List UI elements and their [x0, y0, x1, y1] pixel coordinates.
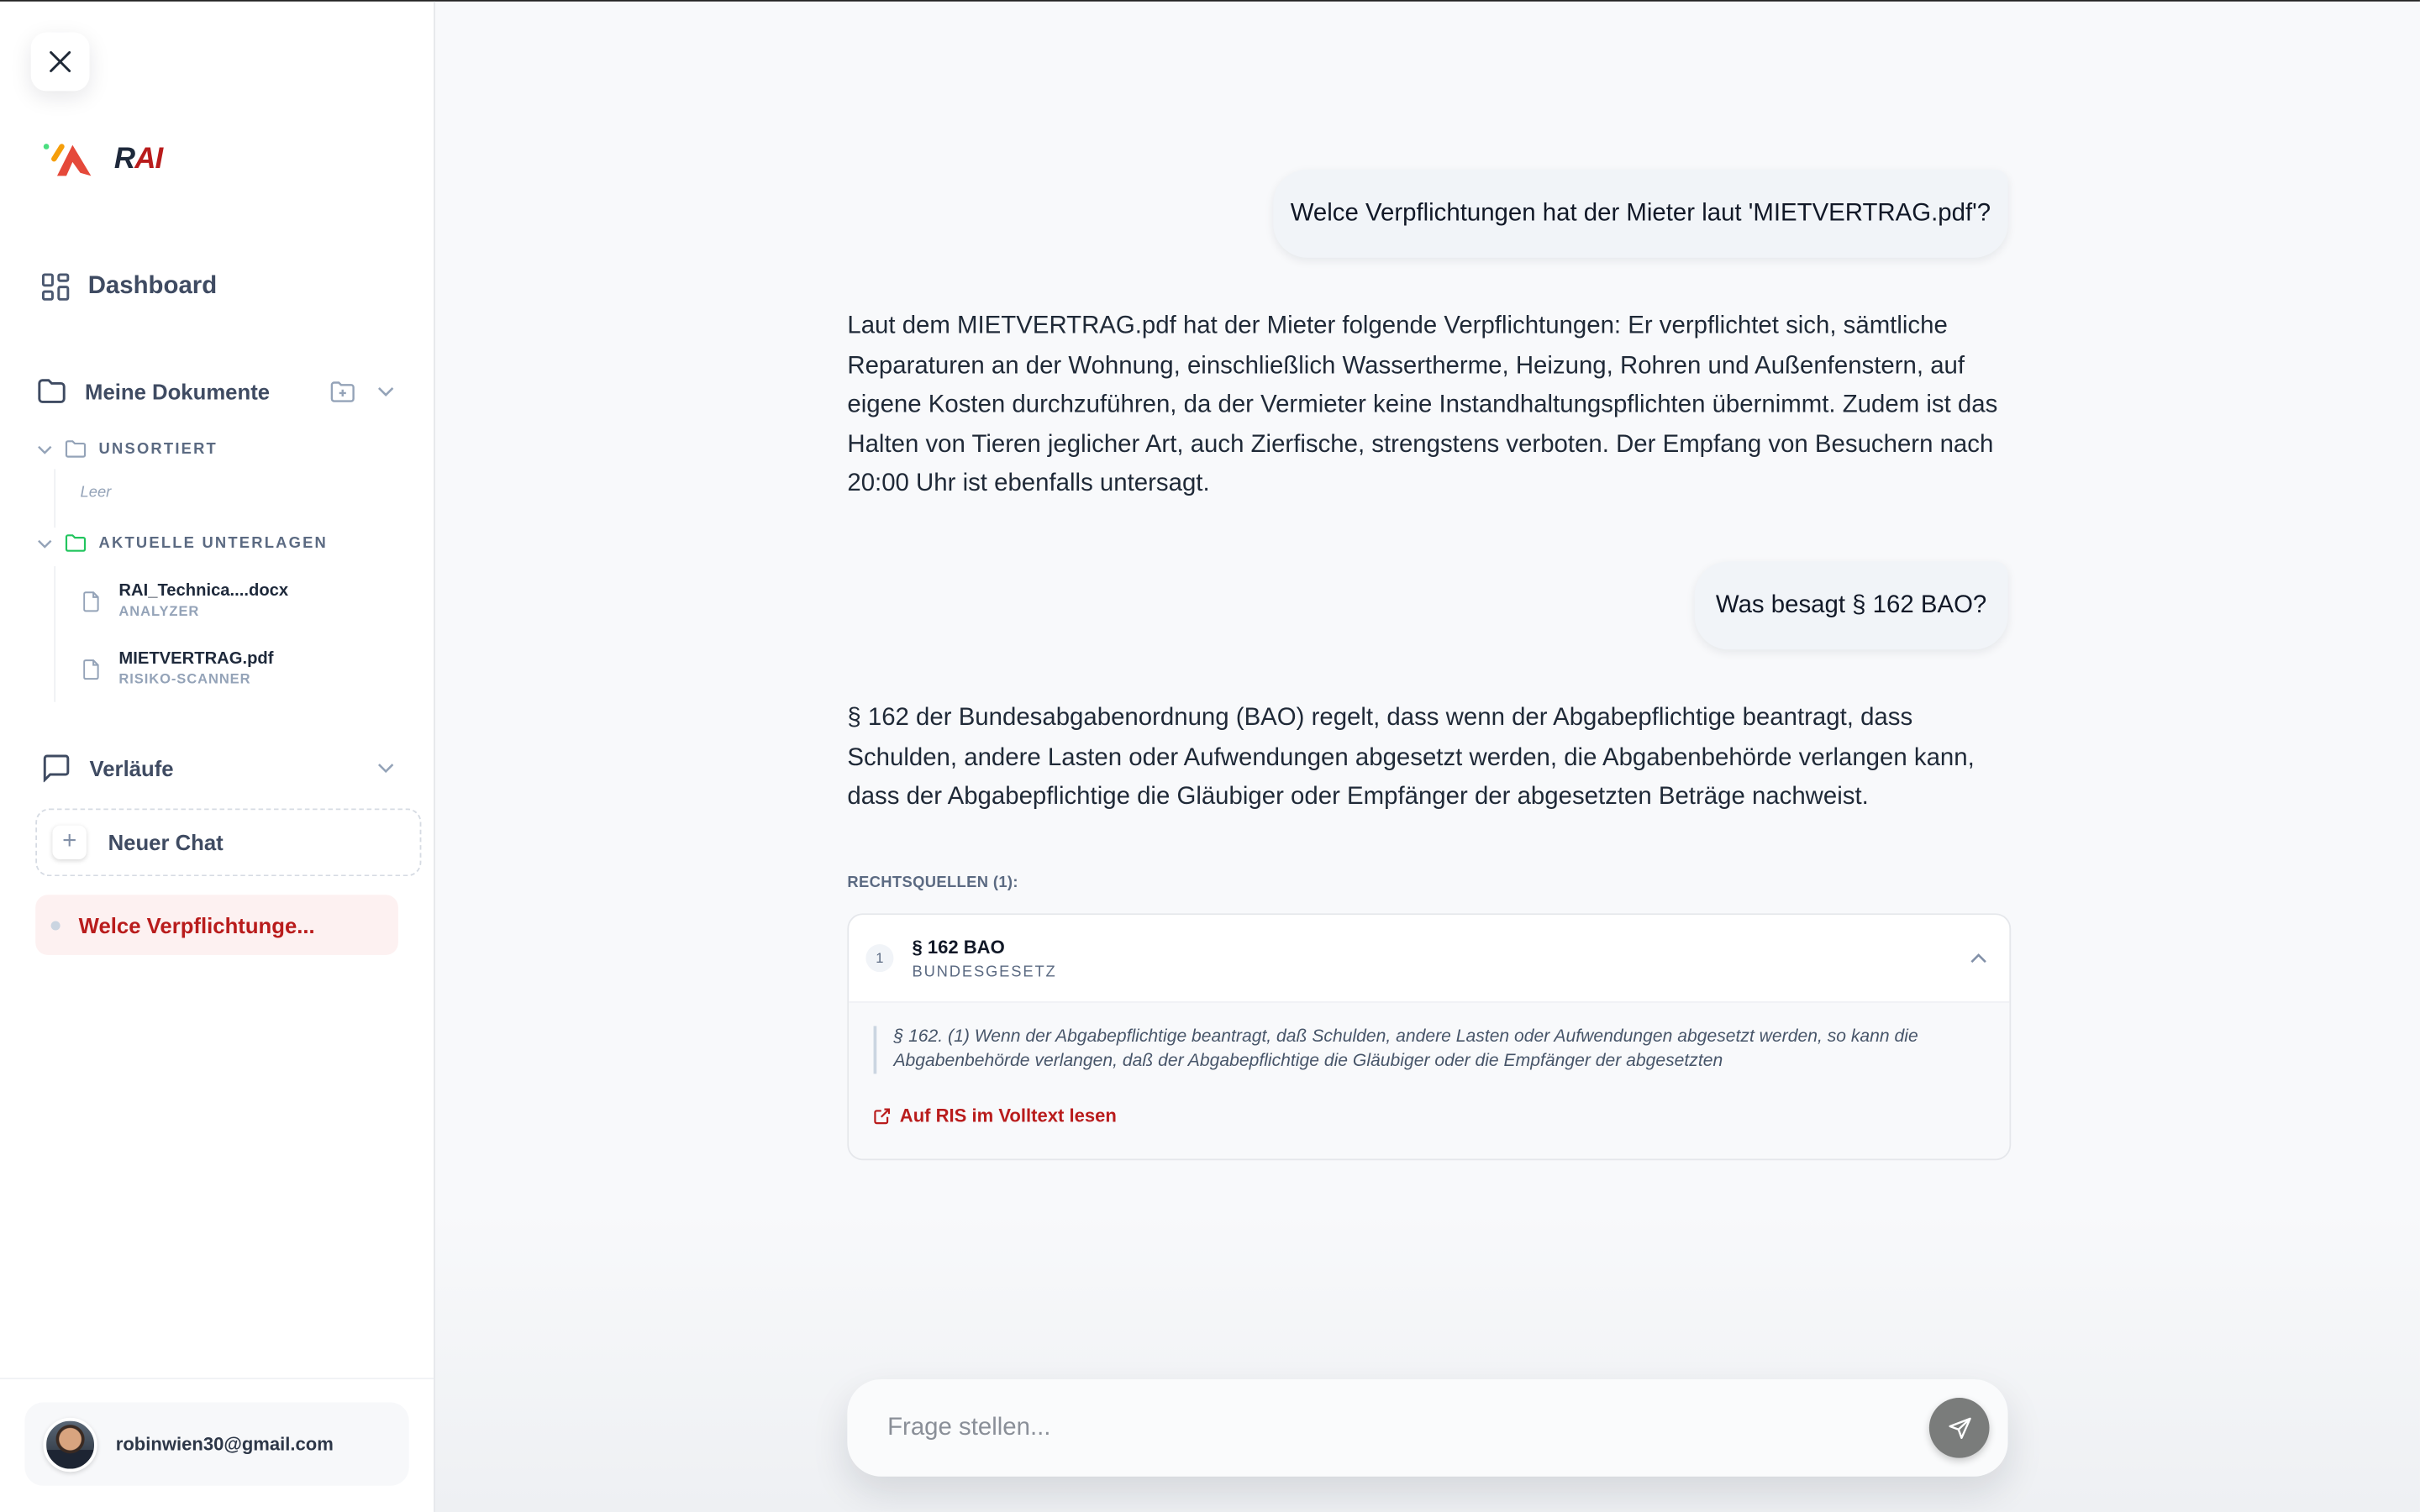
file-tag: RISIKO-SCANNER	[118, 670, 251, 687]
plus-icon: +	[52, 826, 86, 859]
folder-icon	[65, 439, 87, 458]
file-tag: ANALYZER	[118, 603, 200, 619]
chevron-down-icon	[37, 538, 52, 549]
history-item-label: Welce Verpflichtunge...	[78, 912, 315, 937]
sidebar-item-dashboard[interactable]	[42, 273, 218, 301]
new-chat-label: Neuer Chat	[108, 830, 224, 855]
file-item[interactable]	[83, 581, 288, 620]
rai-logo-icon	[43, 144, 92, 177]
logo	[43, 144, 162, 177]
ris-fulltext-link[interactable]	[874, 1105, 1117, 1126]
chevron-up-icon[interactable]	[1970, 952, 1988, 964]
ris-link-label: Auf RIS im Volltext lesen	[899, 1105, 1117, 1126]
empty-folder-label: Leer	[80, 484, 112, 501]
new-chat-button[interactable]	[35, 808, 421, 876]
sidebar	[0, 2, 435, 1512]
message-text: Welce Verpflichtungen hat der Mieter laut 'MIETVERTRAG.pdf'?	[1290, 199, 1991, 227]
source-header[interactable]	[849, 915, 2009, 1001]
logo-text: RAI	[113, 143, 163, 176]
source-body	[849, 1001, 2009, 1160]
file-name: MIETVERTRAG.pdf	[118, 649, 274, 669]
user-message	[1273, 170, 2007, 258]
user-profile[interactable]	[24, 1403, 408, 1486]
history-item-active[interactable]	[35, 895, 398, 955]
source-title: § 162 BAO	[912, 935, 1005, 958]
chevron-down-icon[interactable]	[376, 762, 395, 774]
tree-line	[54, 566, 55, 702]
source-excerpt: § 162. (1) Wenn der Abgabepflichtige beantragt, daß Schulden, andere Lasten oder Aufwendungen abgesetzt werden, so kann die Abgabenbehörde verlangen, daß der Abgabepflichtige die Gläubiger oder die Empfänger der abgesetzten	[874, 1026, 1964, 1074]
folder-icon	[65, 533, 87, 552]
sources-label: RECHTSQUELLEN (1):	[847, 874, 1018, 892]
history-title: Verläufe	[89, 755, 174, 781]
avatar	[43, 1417, 97, 1471]
status-dot	[51, 921, 60, 930]
user-email: robinwien30@gmail.com	[115, 1433, 334, 1456]
dashboard-grid-icon	[42, 273, 70, 301]
new-folder-icon[interactable]	[330, 381, 355, 402]
my-documents-header[interactable]	[37, 378, 395, 404]
send-button[interactable]	[1929, 1398, 1990, 1458]
send-icon	[1947, 1415, 1971, 1440]
file-item[interactable]	[83, 649, 273, 688]
history-header[interactable]	[42, 754, 396, 782]
tree-line	[54, 469, 55, 528]
folder-label: AKTUELLE UNTERLAGEN	[98, 534, 329, 552]
folder-aktuelle-unterlagen[interactable]	[37, 533, 328, 552]
divider	[0, 1378, 434, 1379]
source-card	[847, 913, 2011, 1160]
folder-label: UNSORTIERT	[98, 440, 218, 458]
dashboard-label: Dashboard	[87, 273, 218, 300]
folder-unsortiert[interactable]	[37, 439, 218, 458]
chat-main	[435, 2, 2420, 1512]
folder-icon	[37, 378, 66, 404]
file-icon	[83, 658, 100, 680]
source-type: BUNDESGESETZ	[912, 963, 1057, 981]
chevron-down-icon	[37, 444, 52, 454]
assistant-message: Laut dem MIETVERTRAG.pdf hat der Mieter folgende Verpflichtungen: Er verpflichtet sich, sämtliche Reparaturen an der Wohnung, einschließlich Wassertherme, Heizung, Rohren und Außenfenstern, auf eigene Kosten durchzuführen, da der Vermieter keine Instandhaltungspflichten übernimmt. Zudem ist das Halten von Tieren jeglicher Art, auch Zierfische, strengstens verboten. Der Empfang von Besuchern nach 20:00 Uhr ist ebenfalls untersagt.	[847, 312, 1998, 497]
chevron-down-icon[interactable]	[376, 385, 395, 397]
close-sidebar-button[interactable]	[31, 33, 90, 92]
user-message	[1695, 562, 2008, 650]
source-number: 1	[865, 944, 893, 972]
external-link-icon	[874, 1107, 891, 1124]
message-text: Was besagt § 162 BAO?	[1715, 591, 1987, 618]
file-icon	[83, 591, 100, 612]
file-name: RAI_Technica....docx	[118, 581, 289, 601]
close-icon	[48, 50, 72, 74]
chat-bubble-icon	[42, 754, 71, 782]
assistant-message: § 162 der Bundesabgabenordnung (BAO) regelt, dass wenn der Abgabepflichtige beantragt, dass Schulden, andere Lasten oder Aufwendungen abgesetzt werden, die Abgabenbehörde verlangen kann, dass der Abgabepflichtige die Gläubiger oder Empfänger der abgesetzten Beträge nachweist.	[847, 705, 1975, 811]
my-documents-title: Meine Dokumente	[85, 378, 271, 404]
question-input[interactable]	[884, 1412, 1928, 1443]
chat-input-bar	[847, 1379, 2007, 1477]
